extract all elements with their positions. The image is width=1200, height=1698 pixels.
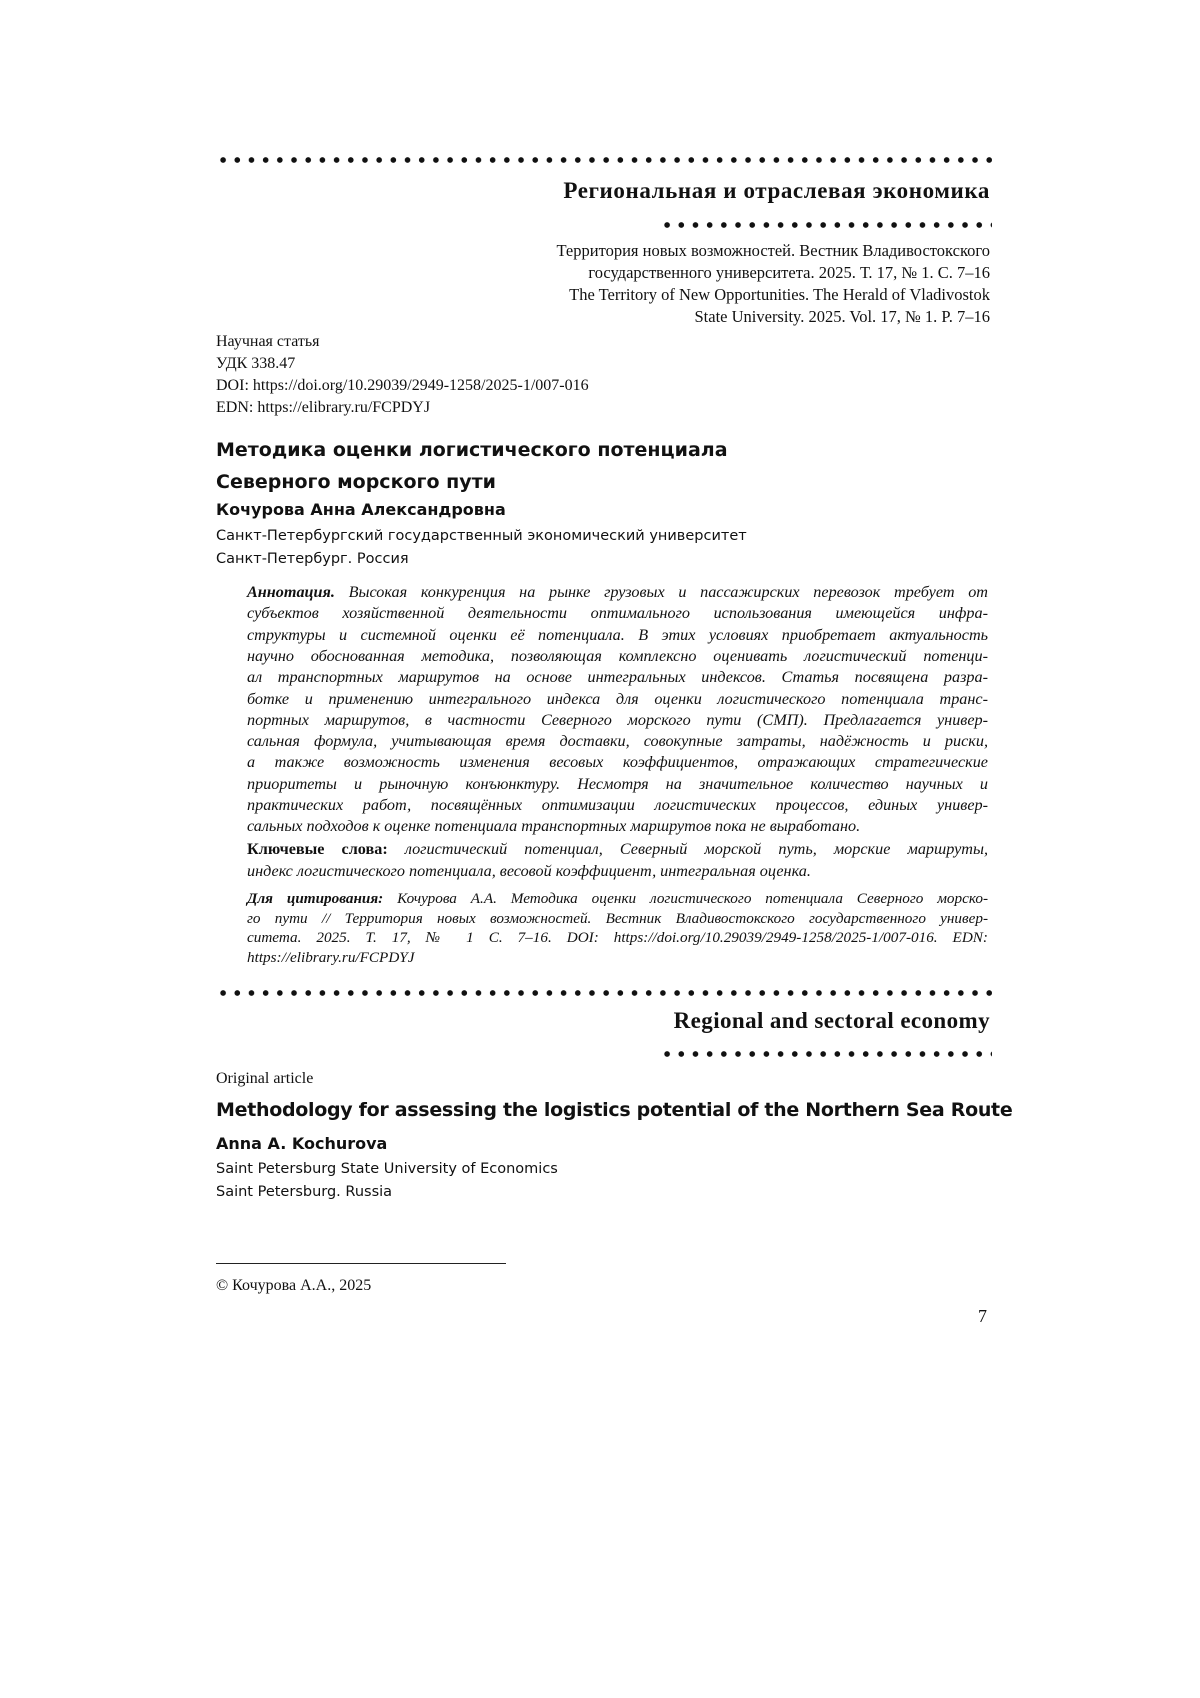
author-name-ru: Кочурова Анна Александровна [216, 500, 506, 519]
citation-line: https://elibrary.ru/FCPDYJ [247, 948, 988, 968]
author-affiliation-ru: Санкт-Петербургский государственный экономический университет [216, 528, 747, 544]
abstract-line: портных маршрутов, в частности Северного морского пути (СМП). Предлагается универ- [247, 710, 988, 731]
section-title-ru: Региональная и отраслевая экономика [563, 178, 990, 204]
section-title-en-dotted-rule [660, 1049, 992, 1059]
abstract-line: сальных подходов к оценке потенциала транспортных маршрутов пока не выработано. [247, 816, 988, 837]
article-title-en: Methodology for assessing the logistics potential of the Northern Sea Route [216, 1099, 1012, 1121]
edn-link[interactable]: EDN: https://elibrary.ru/FCPDYJ [216, 397, 589, 419]
abstract-line: практических работ, посвящённых оптимизации логистических процессов, единых универ- [247, 795, 988, 816]
footnote-separator [216, 1263, 506, 1264]
journal-ref-line: государственного университета. 2025. Т. 17, № 1. С. 7–16 [556, 262, 990, 284]
abstract-line: ботке и применению интегрального индекса для оценки логистического потенциала транс- [247, 689, 988, 710]
section-title-ru-dotted-rule [660, 220, 992, 230]
middle-dotted-rule [216, 988, 992, 998]
abstract-label: Аннотация. [247, 583, 335, 601]
abstract-line: а также возможность изменения весовых коэффициентов, отражающих стратегические [247, 752, 988, 773]
journal-reference [556, 240, 990, 328]
citation-line: ситета. 2025. Т. 17, № 1 С. 7–16. DOI: https://doi.org/10.29039/2949-1258/2025-1/007-016. EDN: [247, 928, 988, 948]
article-title-ru [216, 434, 728, 498]
author-affiliation-en: Saint Petersburg State University of Economics [216, 1161, 558, 1177]
abstract-line: структуры и системной оценки её потенциала. В этих условиях приобретает актуальность [247, 625, 988, 646]
article-type-ru: Научная статья [216, 331, 589, 353]
abstract-line: научно обоснованная методика, позволяющая комплексно оценивать логистический потенци- [247, 646, 988, 667]
keywords-line: Ключевые слова: логистический потенциал, Северный морской путь, морские маршруты, [247, 839, 988, 861]
keywords-label: Ключевые слова: [247, 840, 388, 858]
copyright-footnote: © Кочурова А.А., 2025 [216, 1277, 371, 1295]
article-metadata-ru [216, 331, 589, 419]
citation-label: Для цитирования: [247, 890, 383, 907]
abstract-line: субъектов хозяйственной деятельности оптимального использования имеющейся инфра- [247, 603, 988, 624]
abstract-line: Аннотация. Высокая конкуренция на рынке грузовых и пассажирских перевозок требует от [247, 582, 988, 603]
top-dotted-rule [216, 155, 992, 165]
doi-link[interactable]: DOI: https://doi.org/10.29039/2949-1258/2025-1/007-016 [216, 375, 589, 397]
citation-line: го пути // Территория новых возможностей. Вестник Владивостокского государственного универ- [247, 909, 988, 929]
abstract-line: сальная формула, учитывающая время доставки, совокупные затраты, надёжность и риски, [247, 731, 988, 752]
keywords-line: индекс логистического потенциала, весовой коэффициент, интегральная оценка. [247, 861, 988, 883]
abstract-line: приоритеты и рыночную конъюнктуру. Несмотря на значительное количество научных и [247, 774, 988, 795]
citation-line: Для цитирования: Кочурова А.А. Методика оценки логистического потенциала Северного морско- [247, 889, 988, 909]
journal-ref-line: Территория новых возможностей. Вестник Владивостокского [556, 240, 990, 262]
article-title-ru-line: Северного морского пути [216, 466, 728, 498]
abstract-line: ал транспортных маршрутов на основе интегральных индексов. Статья посвящена разра- [247, 667, 988, 688]
author-city-en: Saint Petersburg. Russia [216, 1184, 392, 1200]
page-number: 7 [978, 1306, 987, 1327]
article-title-ru-line: Методика оценки логистического потенциала [216, 434, 728, 466]
article-type-en: Original article [216, 1070, 313, 1088]
author-city-ru: Санкт-Петербург. Россия [216, 551, 409, 567]
journal-ref-line: State University. 2025. Vol. 17, № 1. P. 7–16 [556, 306, 990, 328]
journal-ref-line: The Territory of New Opportunities. The Herald of Vladivostok [556, 284, 990, 306]
section-title-en: Regional and sectoral economy [674, 1008, 990, 1034]
udk-code: УДК 338.47 [216, 353, 589, 375]
author-name-en: Anna A. Kochurova [216, 1134, 387, 1153]
